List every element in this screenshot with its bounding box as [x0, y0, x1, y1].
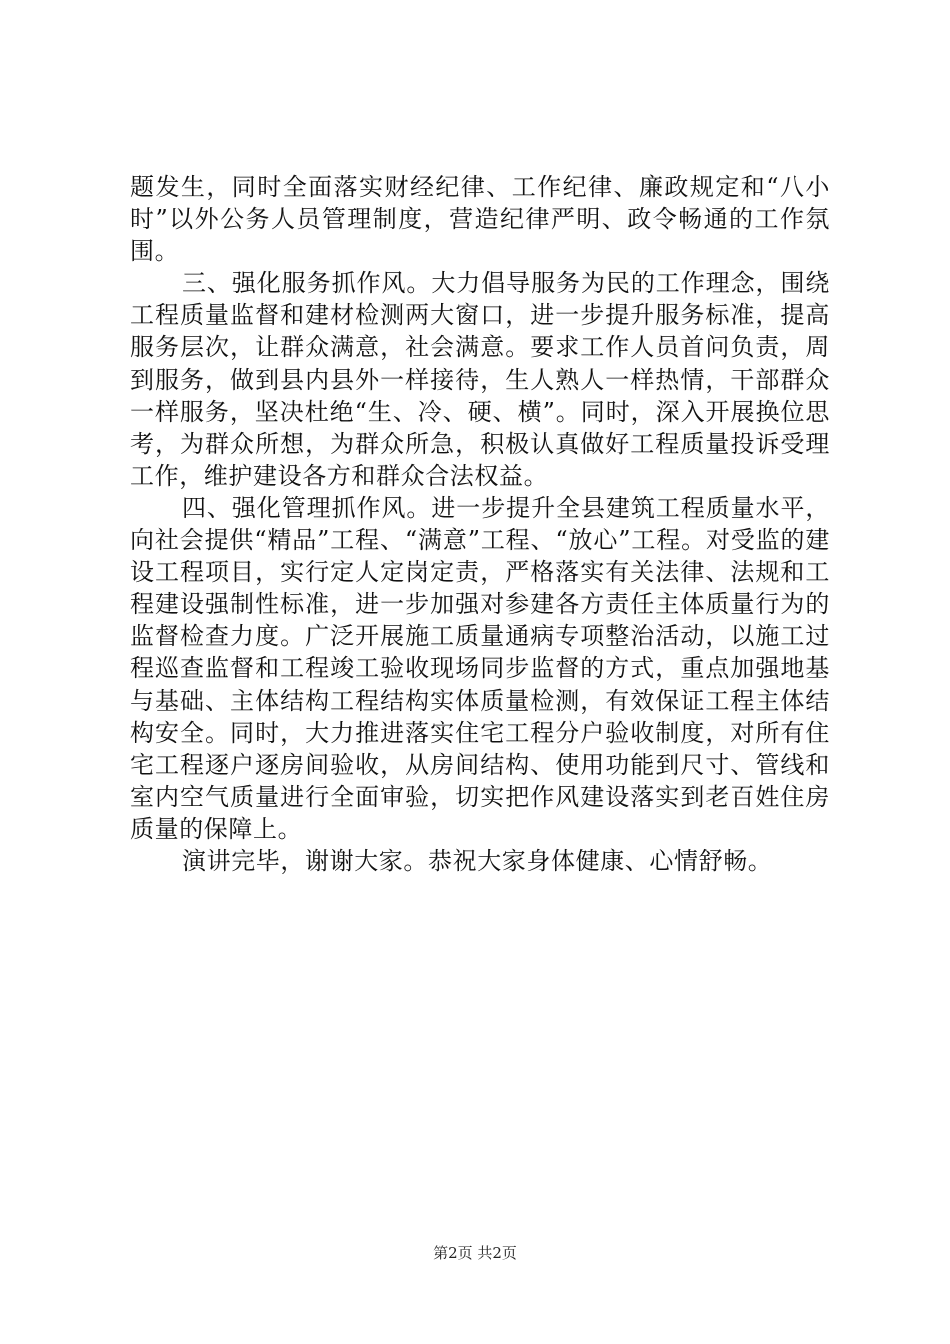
paragraph-service: 三、强化服务抓作风。大力倡导服务为民的工作理念，围绕工程质量监督和建材检测两大窗口，进一步提升服务标准，提高服务层次，让群众满意，社会满意。要求工作人员首问负责，周到服务，做到县内县外一样接待，生人熟人一样热情，干部群众一样服务，坚决杜绝“生、冷、硬、横”。同时，深入开展换位思考，为群众所想，为群众所急，积极认真做好工程质量投诉受理工作，维护建设各方和群众合法权益。 — [130, 269, 830, 490]
page-number-footer: 第2页 共2页 — [433, 1244, 517, 1262]
document-body — [130, 171, 830, 877]
paragraph-closing: 演讲完毕，谢谢大家。恭祝大家身体健康、心情舒畅。 — [182, 846, 773, 875]
paragraph-continuation: 题发生，同时全面落实财经纪律、工作纪律、廉政规定和“八小时”以外公务人员管理制度，营造纪律严明、政令畅通的工作氛围。 — [130, 173, 830, 266]
paragraph-management: 四、强化管理抓作风。进一步提升全县建筑工程质量水平，向社会提供“精品”工程、“满意”工程、“放心”工程。对受监的建设工程项目，实行定人定岗定责，严格落实有关法律、法规和工程建设强制性标准，进一步加强对参建各方责任主体质量行为的监督检查力度。广泛开展施工质量通病专项整治活动，以施工过程巡查监督和工程竣工验收现场同步监督的方式，重点加强地基与基础、主体结构工程结构实体质量检测，有效保证工程主体结构安全。同时，大力推进落实住宅工程分户验收制度，对所有住宅工程逐户逐房间验收，从房间结构、使用功能到尺寸、管线和室内空气质量进行全面审验，切实把作风建设落实到老百姓住房质量的保障上。 — [130, 493, 830, 843]
